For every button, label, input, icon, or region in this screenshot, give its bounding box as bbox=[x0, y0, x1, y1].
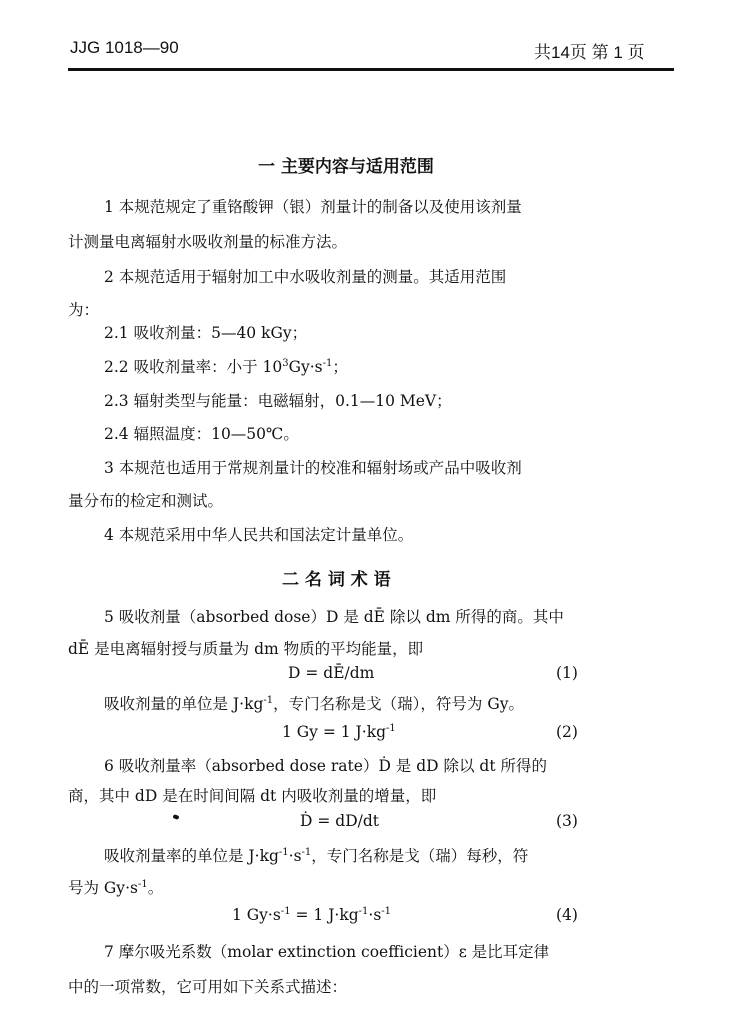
clause-6-unit-line-1 bbox=[104, 844, 528, 866]
clause-4: 4 本规范采用中华人民共和国法定计量单位。 bbox=[104, 526, 414, 544]
clause-6-unit-mid: ·s bbox=[288, 847, 302, 865]
clause-2-3: 2.3 辐射类型与能量：电磁辐射，0.1—10 MeV； bbox=[104, 392, 452, 410]
clause-2-2 bbox=[104, 355, 348, 377]
clause-6-unit-rest: ，专门名称是戈（瑞）每秒，符 bbox=[311, 847, 529, 865]
clause-2-2-exp: 3 bbox=[282, 357, 289, 369]
clause-2-line-2: 为： bbox=[68, 301, 100, 319]
equation-4-rhs-s: ·s bbox=[368, 906, 382, 924]
clause-2-line-1: 2 本规范适用于辐射加工中水吸收剂量的测量。其适用范围 bbox=[104, 268, 507, 286]
page-indicator: 共14页 第 1 页 bbox=[534, 43, 645, 62]
clause-7-line-1: 7 摩尔吸光系数（molar extinction coefficient）ε 是比耳定律 bbox=[104, 943, 550, 961]
clause-3-line-2: 量分布的检定和测试。 bbox=[68, 492, 224, 510]
speck-mark bbox=[172, 814, 179, 820]
clause-2-2-unit-exp: -1 bbox=[322, 357, 333, 369]
clause-6-unit2-exp: -1 bbox=[137, 878, 148, 890]
clause-5-unit-exp: -1 bbox=[263, 694, 274, 706]
equation-2 bbox=[282, 723, 396, 741]
clause-6-line-2: 商，其中 dD 是在时间间隔 dt 内吸收剂量的增量，即 bbox=[68, 787, 437, 805]
equation-4-rhs-s-exp: -1 bbox=[381, 905, 392, 917]
clause-5-unit-text: 吸收剂量的单位是 J·kg bbox=[104, 695, 264, 713]
clause-6-unit-exp-2: -1 bbox=[301, 846, 312, 858]
clause-6-unit-exp-1: -1 bbox=[278, 846, 289, 858]
section-title-1: 一 主要内容与适用范围 bbox=[258, 157, 434, 177]
equation-2-text: 1 Gy = 1 J·kg bbox=[282, 723, 387, 741]
clause-7-line-2: 中的一项常数，它可用如下关系式描述： bbox=[68, 978, 348, 996]
clause-1-line-2: 计测量电离辐射水吸收剂量的标准方法。 bbox=[68, 233, 348, 251]
clause-5-unit-rest: ，专门名称是戈（瑞），符号为 Gy。 bbox=[273, 695, 524, 713]
clause-2-2-unit: Gy·s bbox=[288, 358, 323, 376]
equation-2-number: (2) bbox=[556, 723, 578, 741]
equation-4-number: (4) bbox=[556, 906, 578, 924]
equation-4-rhs: = 1 J·kg bbox=[290, 906, 359, 924]
clause-5-unit bbox=[104, 692, 524, 714]
equation-4-lhs: 1 Gy·s bbox=[232, 906, 281, 924]
clause-6-unit-line-2 bbox=[68, 876, 163, 898]
equation-4-rhs-exp: -1 bbox=[358, 905, 369, 917]
clause-2-4: 2.4 辐照温度：10—50℃。 bbox=[104, 425, 299, 443]
clause-6-line-1: 6 吸收剂量率（absorbed dose rate）Ḋ 是 dD 除以 dt 所得的 bbox=[104, 757, 548, 775]
clause-6-unit-text: 吸收剂量率的单位是 J·kg bbox=[104, 847, 279, 865]
clause-6-unit2-text: 号为 Gy·s bbox=[68, 879, 138, 897]
equation-4 bbox=[232, 906, 391, 924]
clause-2-2-end: ； bbox=[332, 358, 348, 376]
equation-3-number: (3) bbox=[556, 812, 578, 830]
clause-2-1: 2.1 吸收剂量：5—40 kGy； bbox=[104, 324, 308, 342]
document-code: JJG 1018—90 bbox=[70, 38, 179, 57]
clause-6-unit2-end: 。 bbox=[147, 879, 164, 897]
clause-5-line-1: 5 吸收剂量（absorbed dose）D 是 dĒ 除以 dm 所得的商。其中 bbox=[104, 608, 564, 626]
clause-3-line-1: 3 本规范也适用于常规剂量计的校准和辐射场或产品中吸收剂 bbox=[104, 459, 522, 477]
equation-4-lhs-exp: -1 bbox=[280, 905, 291, 917]
equation-2-exp: -1 bbox=[386, 722, 396, 734]
equation-1-number: (1) bbox=[556, 664, 578, 682]
clause-2-2-text: 2.2 吸收剂量率：小于 10 bbox=[104, 358, 283, 376]
equation-1: D = dĒ/dm bbox=[288, 664, 375, 682]
header-rule bbox=[68, 68, 674, 71]
equation-3: Ḋ = dD/dt bbox=[300, 812, 379, 830]
clause-5-line-2: dĒ 是电离辐射授与质量为 dm 物质的平均能量，即 bbox=[68, 640, 424, 658]
clause-1-line-1: 1 本规范规定了重铬酸钾（银）剂量计的制备以及使用该剂量 bbox=[104, 198, 522, 216]
section-title-2: 二 名 词 术 语 bbox=[282, 570, 391, 590]
